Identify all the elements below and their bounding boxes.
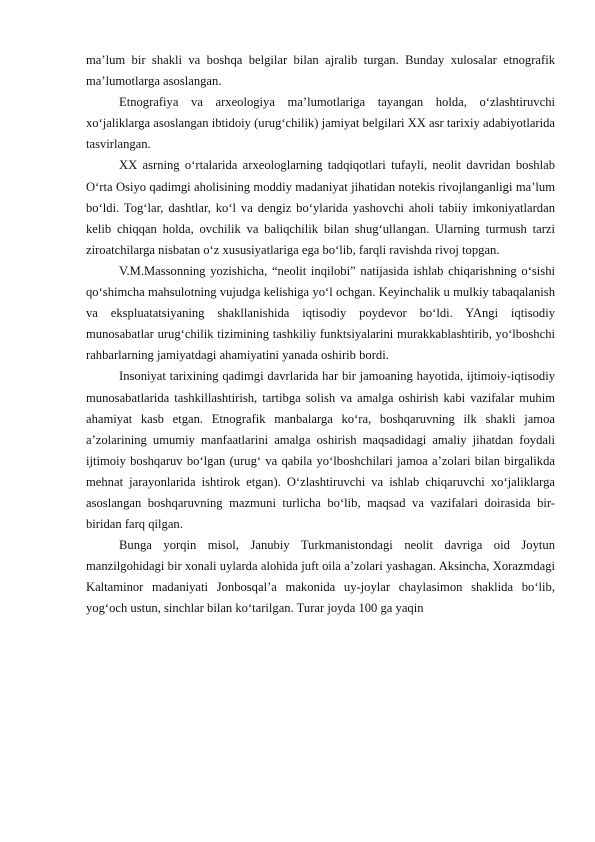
paragraph-1: ma’lum bir shakli va boshqa belgilar bilan ajralib turgan. Bunday xulosalar etnografik ma’lumotlarga asoslangan.	[86, 53, 555, 89]
document-page	[86, 50, 555, 620]
paragraph-4: V.M.Massonning yozishicha, “neolit inqilobi” natijasida ishlab chiqarishning o‘sishi qo‘shimcha mahsulotning vujudga kelishiga yo‘l ochgan. Keyinchalik u mulkiy tabaqalanish va ekspluatatsiyaning shakllanishida iqtisodiy poydevor bo‘ldi. YAngi iqtisodiy munosabatlar urug‘chilik tizimining tashkiliy funktsiyalarini murakkablashtirib, yo‘lboshchi rahbarlarning jamiyatdagi ahamiyatini yanada oshirib bordi.	[86, 263, 555, 363]
paragraph-6: Bunga yorqin misol, Janubiy Turkmanistondagi neolit davriga oid Joytun manzilgohidagi bir xonali uylarda alohida juft oila a’zolari yashagan. Aksincha, Xorazmdagi Kaltaminor madaniyati Jonbosqal’a makonida uy-joylar chaylasimon shaklida bo‘lib, yog‘och ustun, sinchlar bilan ko‘tarilgan. Turar joyda 100 ga yaqin	[86, 538, 555, 616]
paragraph-3: XX asrning o‘rtalarida arxeologlarning tadqiqotlari tufayli, neolit davridan boshlab O‘rta Osiyo qadimgi aholisining moddiy madaniyat jihatidan notekis rivojlanganligi ma’lum bo‘ldi. Tog‘lar, dashtlar, ko‘l va dengiz bo‘ylarida yashovchi aholi tabiiy imkoniyatlardan kelib chiqqan holda, ovchilik va baliqchilik bilan shug‘ullangan. Ularning turmush tarzi ziroatchilarga nisbatan o‘z xususiyatlariga ega bo‘lib, farqli ravishda rivoj topgan.	[86, 158, 555, 257]
paragraph-2: Etnografiya va arxeologiya ma’lumotlariga tayangan holda, o‘zlashtiruvchi xo‘jaliklarga asoslangan ibtidoiy (urug‘chilik) jamiyat belgilari XX asr tarixiy adabiyotlarida tasvirlangan.	[86, 95, 555, 152]
paragraph-5: Insoniyat tarixining qadimgi davrlarida har bir jamoaning hayotida, ijtimoiy-iqtisodiy munosabatlarida tashkillashtirish, tartibga solish va amalga oshirish kabi vazifalar muhim ahamiyat kasb etgan. Etnografik manbalarga ko‘ra, boshqaruvning ilk shakli jamoa a’zolarining umumiy manfaatlarini amalga oshirish maqsadidagi amaliy jihatdan foydali ijtimoiy boshqaruv bo‘lgan (urug‘ va qabila yo‘lboshchilari jamoa a’zolari bilan birgalikda mehnat jarayonlarida ishtirok etgan). O‘zlashtiruvchi va ishlab chiqaruvchi xo‘jaliklarga asoslangan boshqaruvning mazmuni turlicha bo‘lib, maqsad va vazifalari doirasida bir-biridan farq qilgan.	[86, 369, 555, 532]
